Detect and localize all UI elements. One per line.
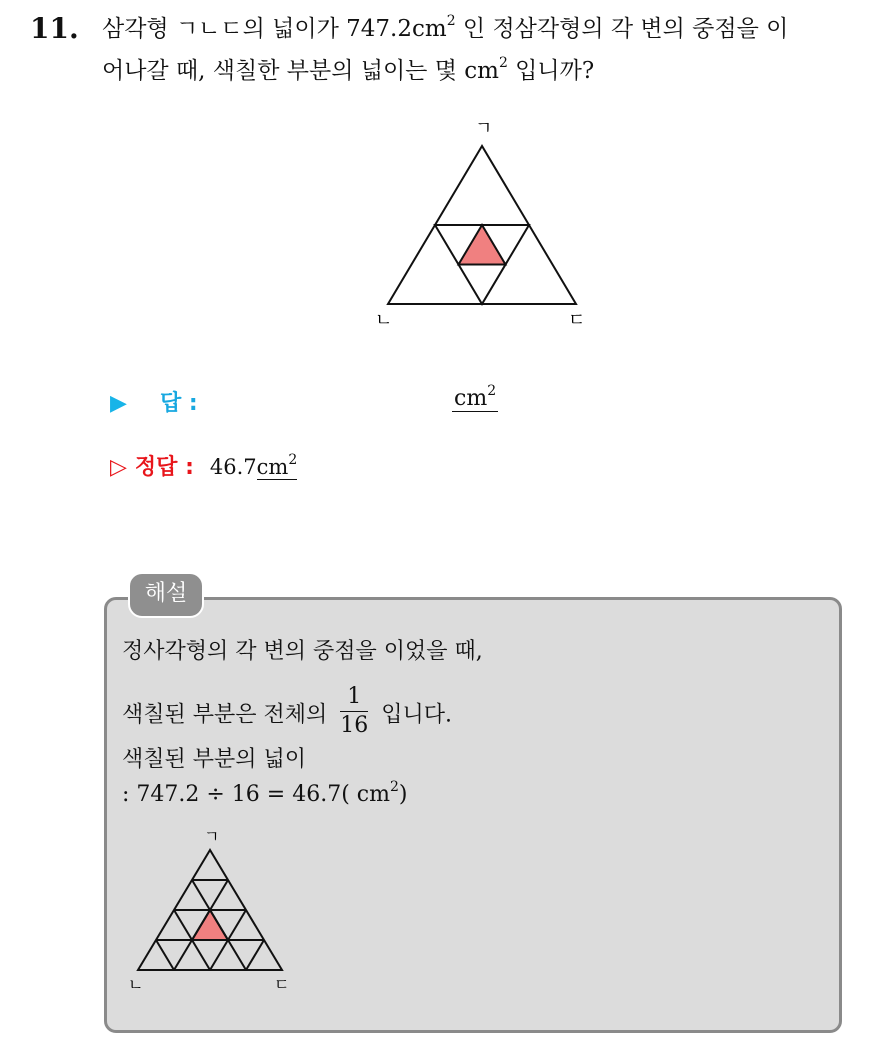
unit-text: cm <box>454 386 488 411</box>
question-number: 11. <box>30 12 79 45</box>
vertex-label-right: ㄷ <box>274 975 290 993</box>
fraction <box>340 683 368 740</box>
question-text: 삼각형 ㄱㄴㄷ의 넓이가 <box>102 16 347 42</box>
unit-text: cm <box>256 455 289 479</box>
explanation-text: 입니다. <box>374 702 452 728</box>
calculation-text: ) <box>398 782 408 807</box>
calculation-text: : 747.2 ÷ 16 = 46.7( cm <box>122 782 390 807</box>
fraction-denominator: 16 <box>340 713 369 738</box>
unit-exponent: 2 <box>498 55 508 72</box>
correct-answer-row <box>110 450 297 481</box>
play-arrow-icon: ▶ <box>110 391 127 416</box>
vertex-label-top: ㄱ <box>475 118 493 139</box>
triangle-figure <box>365 118 595 334</box>
vertex-label-top: ㄱ <box>204 828 220 846</box>
vertex-label-left: ㄴ <box>375 310 393 331</box>
explanation-tag: 해설 <box>128 572 204 618</box>
vertex-label-left: ㄴ <box>128 975 144 993</box>
vertex-label-right: ㄷ <box>568 310 586 331</box>
fraction-numerator: 1 <box>340 683 368 712</box>
shaded-triangle <box>192 910 228 940</box>
correct-number: 46.7 <box>209 455 257 479</box>
explanation-line-4 <box>122 778 408 807</box>
question-text: 인 정삼각형의 각 변의 중점을 이 <box>455 16 789 42</box>
explanation-text: 색칠된 부분은 전체의 <box>122 702 335 728</box>
answer-row <box>110 386 198 417</box>
triangle-grid <box>138 850 282 970</box>
unit-exponent: 2 <box>446 13 456 30</box>
correct-unit <box>256 452 298 480</box>
subdivided-triangle-figure <box>122 828 302 993</box>
unit-exponent: 2 <box>389 778 399 795</box>
question-text: 어나갈 때, 색칠한 부분의 넓이는 몇 <box>102 58 465 84</box>
correct-value <box>209 452 298 479</box>
explanation-line-2 <box>122 684 452 744</box>
unit-exponent: 2 <box>487 382 497 399</box>
question-line-2 <box>102 56 594 86</box>
unit-text: cm <box>411 16 447 42</box>
grid-line <box>246 940 264 970</box>
unit-exponent: 2 <box>288 452 298 468</box>
explanation-line-1: 정사각형의 각 변의 중점을 이었을 때, <box>122 639 483 664</box>
shaded-triangle <box>459 225 506 265</box>
grid-line <box>156 940 174 970</box>
question-line-1 <box>102 14 788 44</box>
answer-label: 답 : <box>160 391 198 416</box>
unit-text: cm <box>464 58 499 84</box>
explanation-line-3: 색칠된 부분의 넓이 <box>122 747 307 772</box>
area-value: 747.2 <box>346 16 412 42</box>
answer-blank[interactable] <box>452 382 498 412</box>
correct-label: 정답 : <box>134 455 194 480</box>
question-text: 입니까? <box>507 58 595 84</box>
outline-arrow-icon: ▷ <box>110 455 127 480</box>
